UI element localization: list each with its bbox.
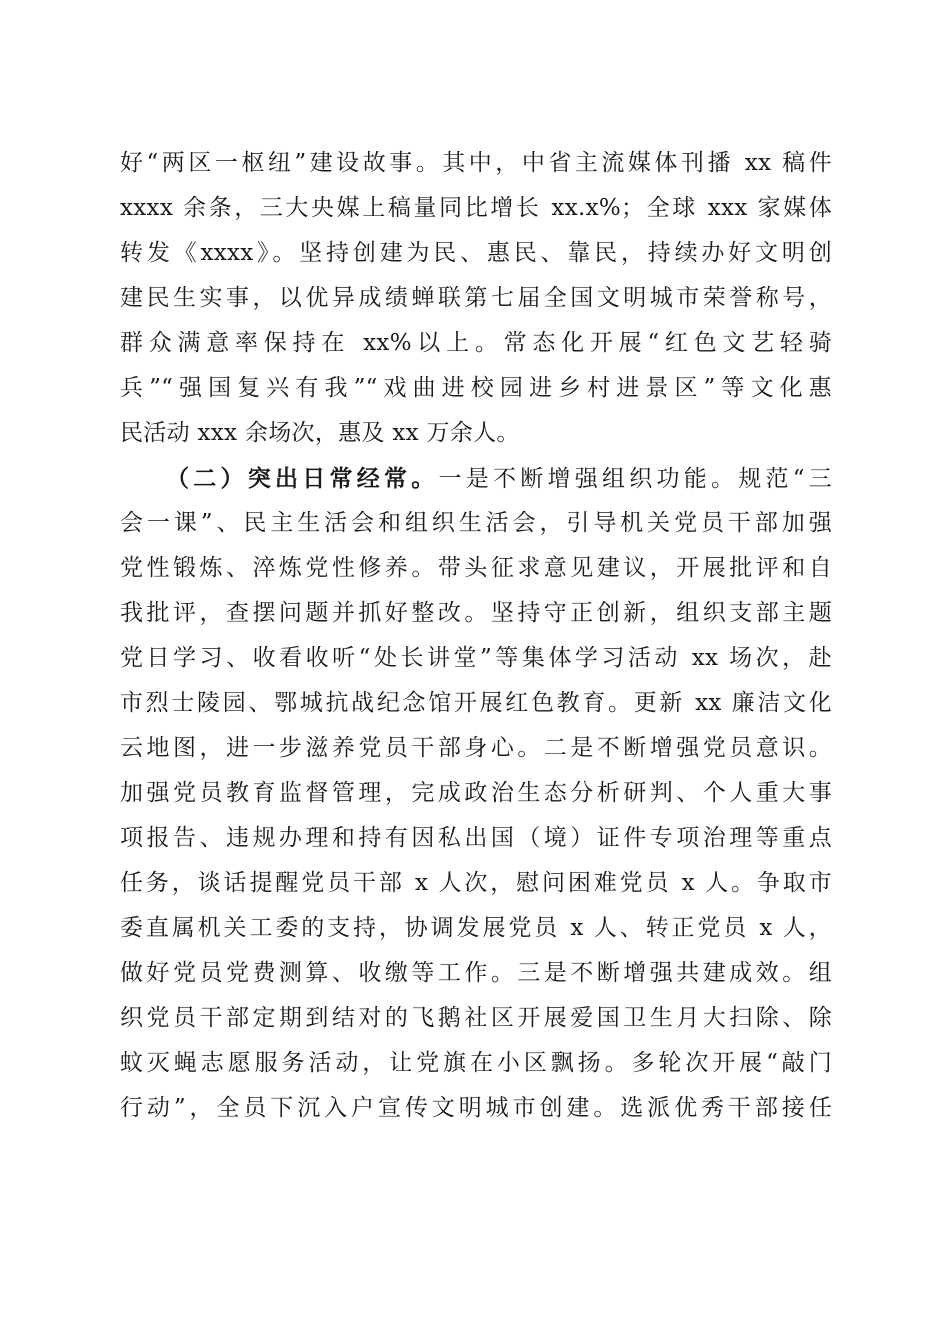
paragraph-first-line bbox=[120, 456, 832, 501]
section-heading: （二）突出日常经常。 bbox=[166, 465, 439, 492]
paragraph-line: 兵”“强国复兴有我”“戏曲进校园进乡村进景区”等文化惠 bbox=[120, 375, 832, 401]
paragraph-line: 好“两区一枢纽”建设故事。其中，中省主流媒体刊播 xx 稿件 bbox=[120, 150, 832, 176]
paragraph-line: 织党员干部定期到结对的飞鹅社区开展爱国卫生月大扫除、除 bbox=[120, 1005, 832, 1031]
paragraph-line: 市烈士陵园、鄂城抗战纪念馆开展红色教育。更新 xx 廉洁文化 bbox=[120, 690, 832, 716]
document-body bbox=[120, 141, 832, 1131]
paragraph-line: 行动”，全员下沉入户宣传文明城市创建。选派优秀干部接任 bbox=[120, 1095, 832, 1121]
paragraph-line: 我批评，查摆问题并抓好整改。坚持守正创新，组织支部主题 bbox=[120, 600, 832, 626]
paragraph-line: 加强党员教育监督管理，完成政治生态分析研判、个人重大事 bbox=[120, 780, 832, 806]
paragraph-line: 做好党员党费测算、收缴等工作。三是不断增强共建成效。组 bbox=[120, 960, 832, 986]
paragraph-line: 委直属机关工委的支持，协调发展党员 x 人、转正党员 x 人， bbox=[120, 915, 832, 941]
paragraph-line: 群众满意率保持在 xx%以上。常态化开展“红色文艺轻骑 bbox=[120, 330, 832, 356]
paragraph-line: 会一课”、民主生活会和组织生活会，引导机关党员干部加强 bbox=[120, 510, 832, 536]
paragraph-line-rest: 一是不断增强组织功能。规范“三 bbox=[438, 466, 832, 492]
paragraph-line: xxxx 余条，三大央媒上稿量同比增长 xx.x%；全球 xxx 家媒体 bbox=[120, 195, 832, 221]
paragraph-line: 转发《xxxx》。坚持创建为民、惠民、靠民，持续办好文明创 bbox=[120, 240, 832, 266]
paragraph-line: 民活动 xxx 余场次，惠及 xx 万余人。 bbox=[120, 420, 520, 446]
paragraph-line: 蚊灭蝇志愿服务活动，让党旗在小区飘扬。多轮次开展“敲门 bbox=[120, 1050, 832, 1076]
paragraph-line: 党日学习、收看收听“处长讲堂”等集体学习活动 xx 场次，赴 bbox=[120, 645, 832, 671]
paragraph-line: 党性锻炼、淬炼党性修养。带头征求意见建议，开展批评和自 bbox=[120, 555, 832, 581]
paragraph-line: 建民生实事，以优异成绩蝉联第七届全国文明城市荣誉称号， bbox=[120, 285, 832, 311]
paragraph-1 bbox=[120, 141, 832, 456]
paragraph-line: 云地图，进一步滋养党员干部身心。二是不断增强党员意识。 bbox=[120, 735, 832, 761]
paragraph-2 bbox=[120, 456, 832, 1131]
paragraph-line: 任务，谈话提醒党员干部 x 人次，慰问困难党员 x 人。争取市 bbox=[120, 870, 832, 896]
paragraph-line: 项报告、违规办理和持有因私出国（境）证件专项治理等重点 bbox=[120, 825, 832, 851]
